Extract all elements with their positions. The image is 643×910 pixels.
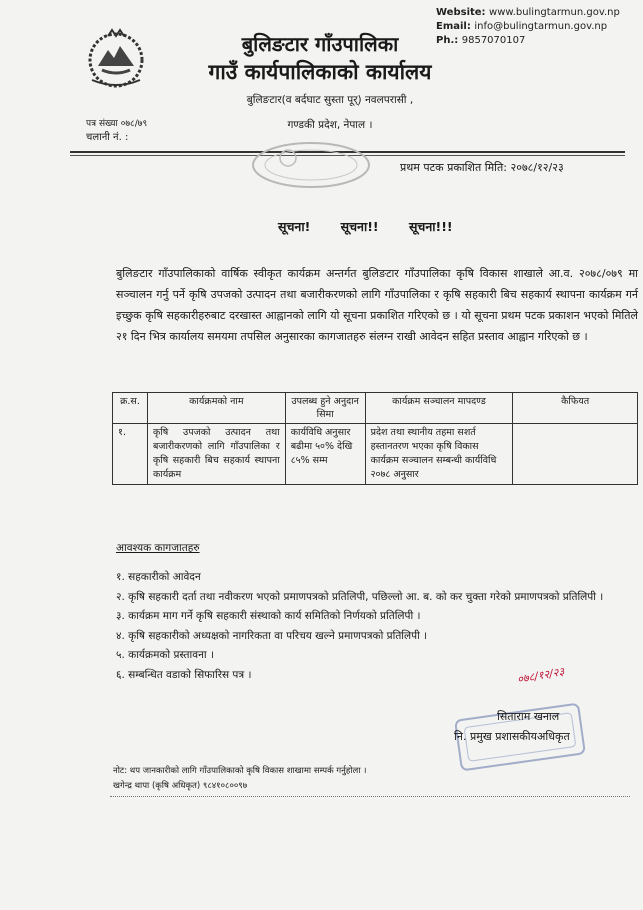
cell-program-name: कृषि उपजको उत्पादन तथा बजारीकरणको लागि गाँउपालिका र कृषि सहकारी बिच सहकार्य स्थापना कार्यक्रम [147,424,285,485]
letter-number: पत्र संख्या ०७८/७९ [86,119,148,129]
list-item: ६. सम्बन्धित वडाको सिफारिस पत्र । [116,668,252,681]
municipality-title: बुलिङटार गाँउपालिका [241,32,399,56]
contact-block [436,6,620,48]
col-criteria: कार्यक्रम सञ्चालन मापदण्ड [365,393,513,424]
notice-body: बुलिङटार गाँउपालिकाको वार्षिक स्वीकृत कार्यक्रम अन्तर्गत बुलिङटार गाँउपालिका कृषि विकास शाखाले आ.व. २०७८/०७९ मा सञ्चालन गर्नु पर्ने कृषि उपजको उत्पादन तथा बजारीकरणको लागि गाँउपालिका र कृषि सहकारी बिच सहकार्य स्थापना कार्यक्रम गर्न इच्छुक कृषि सहकारीहरुबाट दरखास्त आह्वानको लागि यो सूचना प्रकाशित गरिएको छ । यो सूचना प्रथम पटक प्रकाशन भएको मितिले २१ दिन भित्र कार्यालय समयमा तपसिल अनुसारका कागजातहरु संलग्न राखी आवेदन सहित प्रस्ताव आह्वान गरिएको छ । [116,267,638,343]
nepal-emblem-icon [82,26,150,90]
website-label: Website: [436,7,486,18]
email-link[interactable]: info@bulingtarmun.gov.np [474,21,608,32]
list-item: २. कृषि सहकारी दर्ता तथा नवीकरण भएको प्रमाणपत्रको प्रतिलिपी, पछिल्लो आ. ब. को कर चुक्ता गरेको प्रमाणपत्रको प्रतिलिपी । [116,590,604,603]
notice-word-3: सूचना!!! [408,219,453,234]
email-label: Email: [436,21,471,32]
col-sn: क्र.स. [113,393,148,424]
table-header-row [113,393,638,424]
phone-label: Ph.: [436,35,459,46]
footer-contact: खगेन्द्र थापा (कृषि अधिकृत) ९८४१०८००९७ [113,781,248,791]
cell-sn: १. [113,424,148,485]
dispatch-number: चलानी नं. : [86,132,129,143]
address-line-1: बुलिङटार(व बर्दघाट सुस्ता पूर्) नवलपरासी , [246,94,414,106]
list-item: १. सहकारीको आवेदन [116,571,201,583]
list-item: ५. कार्यक्रमको प्रस्तावना । [116,649,214,661]
website-link[interactable]: www.bulingtarmun.gov.np [489,7,620,18]
col-grant-limit: उपलब्ध हुने अनुदान सिमा [285,393,365,424]
notice-word-2: सूचना!! [340,219,379,234]
list-item: ३. कार्यक्रम माग गर्ने कृषि सहकारी संस्थाको कार्य समितिको निर्णयको प्रतिलिपी । [116,610,421,622]
cell-remarks [513,424,638,485]
published-date: प्रथम पटक प्रकाशित मिति: २०७८/१२/२३ [400,161,564,174]
list-item: ४. कृषि सहकारीको अध्यक्षको नागरिकता वा परिचय खल्ने प्रमाणपत्रको प्रतिलिपी । [116,629,428,642]
footer-note: नोट: थप जानकारीको लागि गाँउपालिकाको कृषि विकास शाखामा सम्पर्क गर्नुहोला । [113,766,367,776]
notice-heading [278,218,467,235]
notice-word-1: सूचना! [278,219,311,234]
address-line-2: गण्डकी प्रदेश, नेपाल । [287,119,373,131]
footer-divider [110,796,630,797]
program-table [112,392,638,485]
table-row [113,424,638,485]
cell-criteria: प्रदेश तथा स्थानीय तहमा सशर्त हस्तानतरण भएका कृषि विकास कार्यक्रम सञ्चालन सम्बन्धी कार्यविधि २०७८ अनुसार [365,424,513,485]
signature-date: ०७८/१२/२३ [516,664,566,687]
faded-stamp-icon [246,140,376,190]
office-title: गाउँ कार्यपालिकाको कार्यालय [208,60,432,84]
phone-number: 9857070107 [461,35,526,46]
signatory-name: सिताराम खनाल [497,710,560,723]
col-program-name: कार्यक्रमको नाम [147,393,285,424]
signatory-designation: नि. प्रमुख प्रशासकीयअधिकृत [454,730,570,743]
col-remarks: कैफियत [513,393,638,424]
documents-heading: आवश्यक कागजातहरु [116,542,200,554]
cell-grant-limit: कार्यविधि अनुसार बढीमा ५०% देखि ८५% सम्म [285,424,365,485]
